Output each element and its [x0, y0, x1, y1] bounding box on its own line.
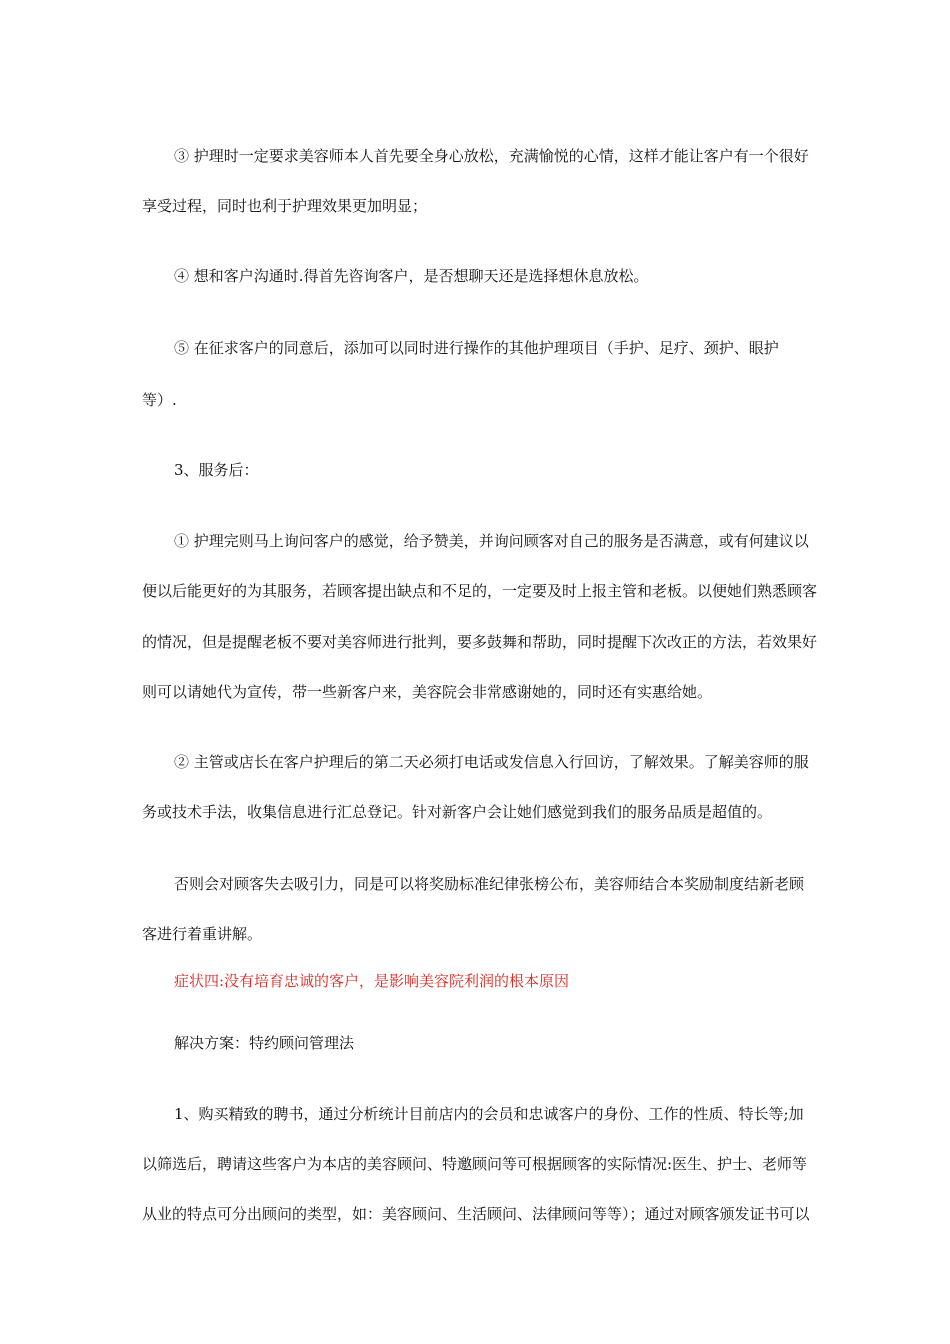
text-line: 以筛选后，聘请这些客户为本店的美容顾问、特邀顾问等可根据顾客的实际情况:医生、护士、老师等	[142, 1155, 808, 1173]
text-line: 则可以请她代为宣传，带一些新客户来，美容院会非常感谢她的，同时还有实惠给她。	[142, 683, 713, 701]
text-line: 症状四:没有培育忠诚的客户，是影响美容院利润的根本原因	[174, 972, 570, 990]
text-line: 的情况，但是提醒老板不要对美容师进行批判，要多鼓舞和帮助，同时提醒下次改正的方法，若效果好	[142, 633, 818, 651]
text-line: 等）.	[142, 391, 177, 409]
text-line: 务或技术手法，收集信息进行汇总登记。针对新客户会让她们感觉到我们的服务品质是超值的。	[142, 803, 773, 821]
text-line: 否则会对顾客失去吸引力，同是可以将奖励标准纪律张榜公布，美容师结合本奖励制度结新老顾	[174, 875, 805, 893]
text-line: 解决方案：特约顾问管理法	[174, 1034, 355, 1052]
text-line: 享受过程，同时也利于护理效果更加明显；	[142, 197, 428, 215]
text-line: ② 主管或店长在客户护理后的第二天必须打电话或发信息入行回访，了解效果。了解美容师的服	[174, 753, 809, 771]
text-line: 便以后能更好的为其服务，若顾客提出缺点和不足的，一定要及时上报主管和老板。以便她们熟悉顾客	[142, 582, 818, 600]
text-line: 从业的特点可分出顾问的类型，如：美容顾问、生活顾问、法律顾问等等）；通过对顾客颁发证书可以	[142, 1205, 810, 1223]
text-line: ① 护理完则马上询问客户的感觉，给予赞美，并询问顾客对自己的服务是否满意，或有何建议以	[174, 532, 809, 550]
text-line: 3、服务后：	[174, 461, 259, 479]
text-line: ③ 护理时一定要求美容师本人首先要全身心放松，充满愉悦的心情，这样才能让客户有一个很好	[174, 147, 809, 165]
text-line: 1、购买精致的聘书，通过分析统计目前店内的会员和忠诚客户的身份、工作的性质、特长等;加	[174, 1105, 804, 1123]
text-line: ④ 想和客户沟通时.得首先咨询客户，是否想聊天还是选择想休息放松。	[174, 267, 649, 285]
text-line: ⑤ 在征求客户的同意后，添加可以同时进行操作的其他护理项目（手护、足疗、颈护、眼护	[174, 339, 779, 357]
text-line: 客进行着重讲解。	[142, 925, 263, 943]
